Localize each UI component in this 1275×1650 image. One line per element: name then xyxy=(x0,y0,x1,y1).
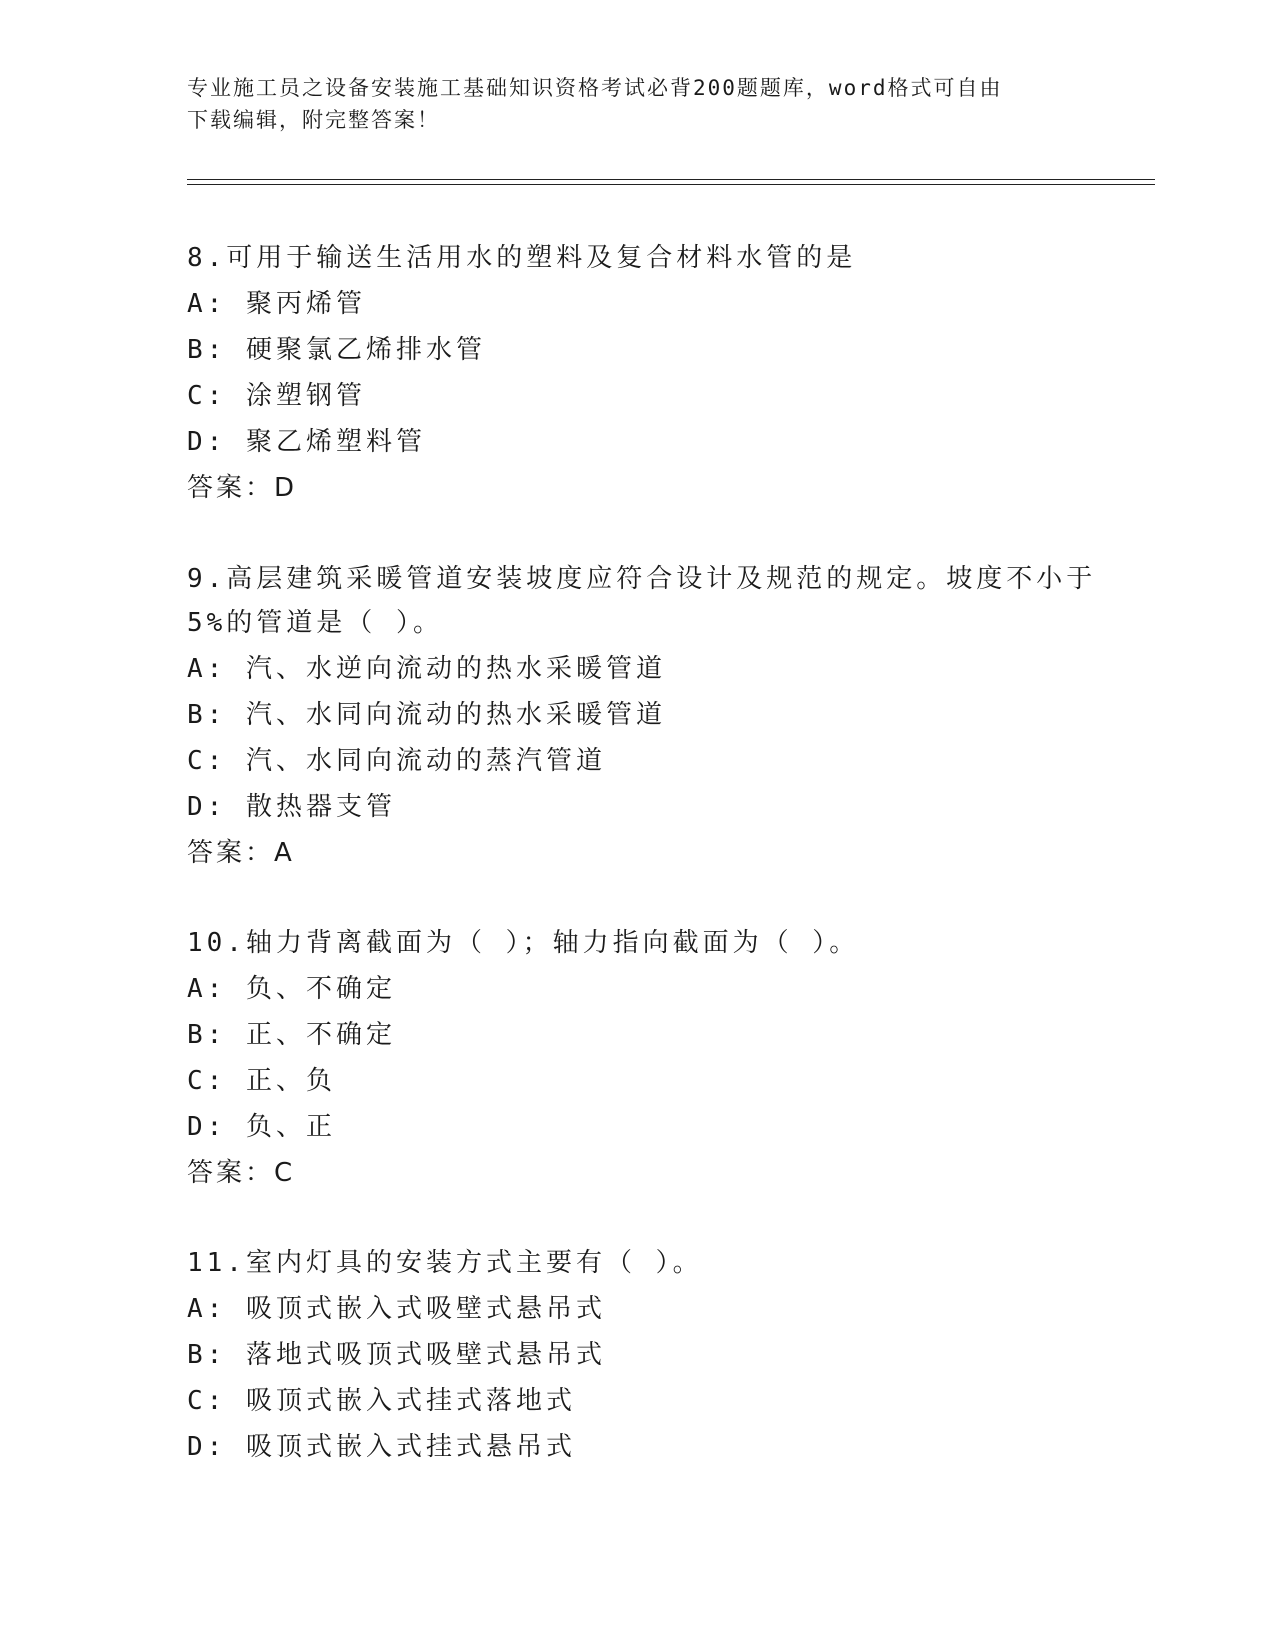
option-d: D: 聚乙烯塑料管 xyxy=(187,427,426,457)
question-9 xyxy=(187,556,1097,876)
option-c: C: 正、负 xyxy=(187,1066,336,1096)
option-a: A: 汽、水逆向流动的热水采暖管道 xyxy=(187,654,666,684)
question-stem-continued: 5%的管道是（ ）。 xyxy=(187,608,443,638)
question-11 xyxy=(187,1240,1087,1470)
option-c: C: 吸顶式嵌入式挂式落地式 xyxy=(187,1386,576,1416)
header-divider-top xyxy=(187,179,1155,180)
option-c: C: 汽、水同向流动的蒸汽管道 xyxy=(187,746,606,776)
header-line-1: 专业施工员之设备安装施工基础知识资格考试必背200题题库，word格式可自由 xyxy=(187,76,1003,100)
header-line-2: 下载编辑，附完整答案！ xyxy=(187,108,440,132)
answer: 答案：A xyxy=(187,838,295,868)
question-stem: 11.室内灯具的安装方式主要有（ ）。 xyxy=(187,1248,703,1278)
option-a: A: 负、不确定 xyxy=(187,974,396,1004)
option-d: D: 吸顶式嵌入式挂式悬吊式 xyxy=(187,1432,576,1462)
option-a: A: 吸顶式嵌入式吸壁式悬吊式 xyxy=(187,1294,606,1324)
question-stem: 8.可用于输送生活用水的塑料及复合材料水管的是 xyxy=(187,243,857,273)
option-c: C: 涂塑钢管 xyxy=(187,381,366,411)
question-10 xyxy=(187,920,1087,1196)
option-b: B: 硬聚氯乙烯排水管 xyxy=(187,335,486,365)
option-d: D: 负、正 xyxy=(187,1112,336,1142)
option-b: B: 正、不确定 xyxy=(187,1020,396,1050)
document-header xyxy=(187,72,1067,136)
option-b: B: 落地式吸顶式吸壁式悬吊式 xyxy=(187,1340,606,1370)
option-d: D: 散热器支管 xyxy=(187,792,396,822)
answer: 答案：D xyxy=(187,473,298,503)
option-b: B: 汽、水同向流动的热水采暖管道 xyxy=(187,700,666,730)
question-stem: 9.高层建筑采暖管道安装坡度应符合设计及规范的规定。坡度不小于 xyxy=(187,564,1097,594)
option-a: A: 聚丙烯管 xyxy=(187,289,366,319)
question-stem: 10.轴力背离截面为（ ）；轴力指向截面为（ ）。 xyxy=(187,928,860,958)
question-8 xyxy=(187,235,1087,511)
header-divider-bottom xyxy=(187,184,1155,185)
answer: 答案：C xyxy=(187,1158,296,1188)
